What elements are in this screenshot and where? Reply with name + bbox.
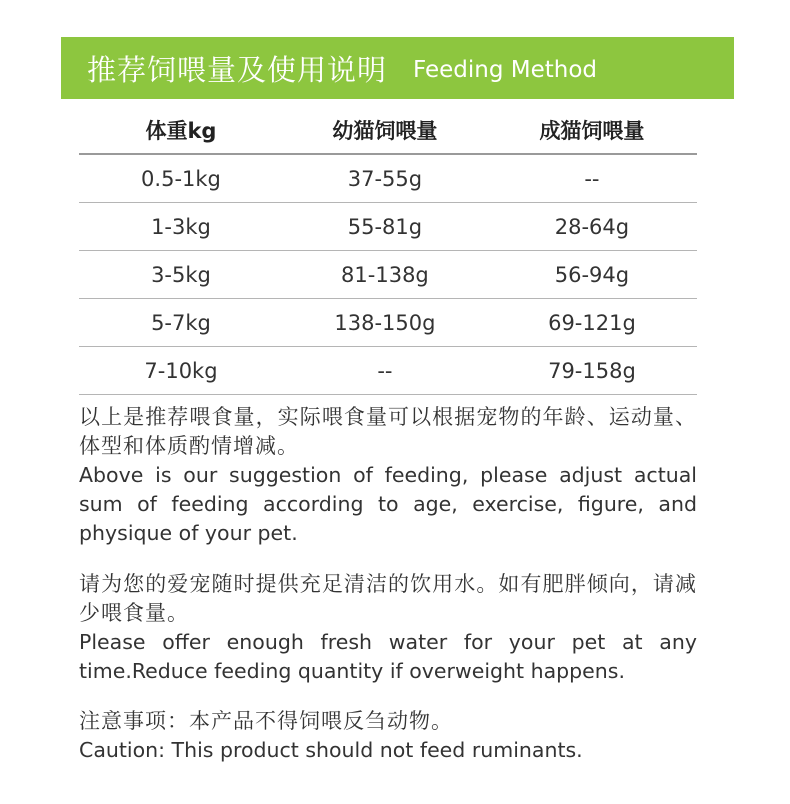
table-cell-adult: 69-121g xyxy=(487,299,697,347)
table-cell-adult: 56-94g xyxy=(487,251,697,299)
note-text-cn: 以上是推荐喂食量，实际喂食量可以根据宠物的年龄、运动量、体型和体质酌情增减。 xyxy=(79,405,697,458)
table-cell-weight: 7-10kg xyxy=(79,347,283,395)
table-row xyxy=(79,203,697,251)
note-water xyxy=(79,570,697,686)
table-cell-kitten: 138-150g xyxy=(283,299,487,347)
note-text-en: Please offer enough fresh water for your pet at any time.Reduce feeding quantity if overweight happens. xyxy=(79,630,697,683)
table-cell-kitten: 55-81g xyxy=(283,203,487,251)
column-header-weight: 体重kg xyxy=(79,107,283,154)
table-cell-kitten: -- xyxy=(283,347,487,395)
table-cell-weight: 0.5-1kg xyxy=(79,154,283,203)
note-text-cn: 注意事项：本产品不得饲喂反刍动物。 xyxy=(79,709,453,733)
column-header-adult: 成猫饲喂量 xyxy=(487,107,697,154)
note-caution xyxy=(79,707,697,765)
table-cell-adult: -- xyxy=(487,154,697,203)
table-row xyxy=(79,299,697,347)
table-cell-adult: 28-64g xyxy=(487,203,697,251)
table-cell-adult: 79-158g xyxy=(487,347,697,395)
table-header-row xyxy=(79,107,697,154)
note-text-en: Above is our suggestion of feeding, please adjust actual sum of feeding according to age, exercise, figure, and physique of your pet. xyxy=(79,463,697,545)
section-header-banner xyxy=(61,37,734,99)
table-cell-weight: 1-3kg xyxy=(79,203,283,251)
table-cell-kitten: 37-55g xyxy=(283,154,487,203)
table-row xyxy=(79,347,697,395)
header-title-en: Feeding Method xyxy=(413,57,598,83)
column-header-kitten: 幼猫饲喂量 xyxy=(283,107,487,154)
header-title-cn: 推荐饲喂量及使用说明 xyxy=(87,52,388,87)
note-text-cn: 请为您的爱宠随时提供充足清洁的饮用水。如有肥胖倾向，请减少喂食量。 xyxy=(79,572,697,625)
table-row xyxy=(79,251,697,299)
note-text-en: Caution: This product should not feed ruminants. xyxy=(79,738,583,762)
feeding-table xyxy=(79,107,697,395)
table-cell-weight: 3-5kg xyxy=(79,251,283,299)
table-cell-kitten: 81-138g xyxy=(283,251,487,299)
table-row xyxy=(79,154,697,203)
table-cell-weight: 5-7kg xyxy=(79,299,283,347)
note-feeding-adjustment xyxy=(79,403,697,548)
